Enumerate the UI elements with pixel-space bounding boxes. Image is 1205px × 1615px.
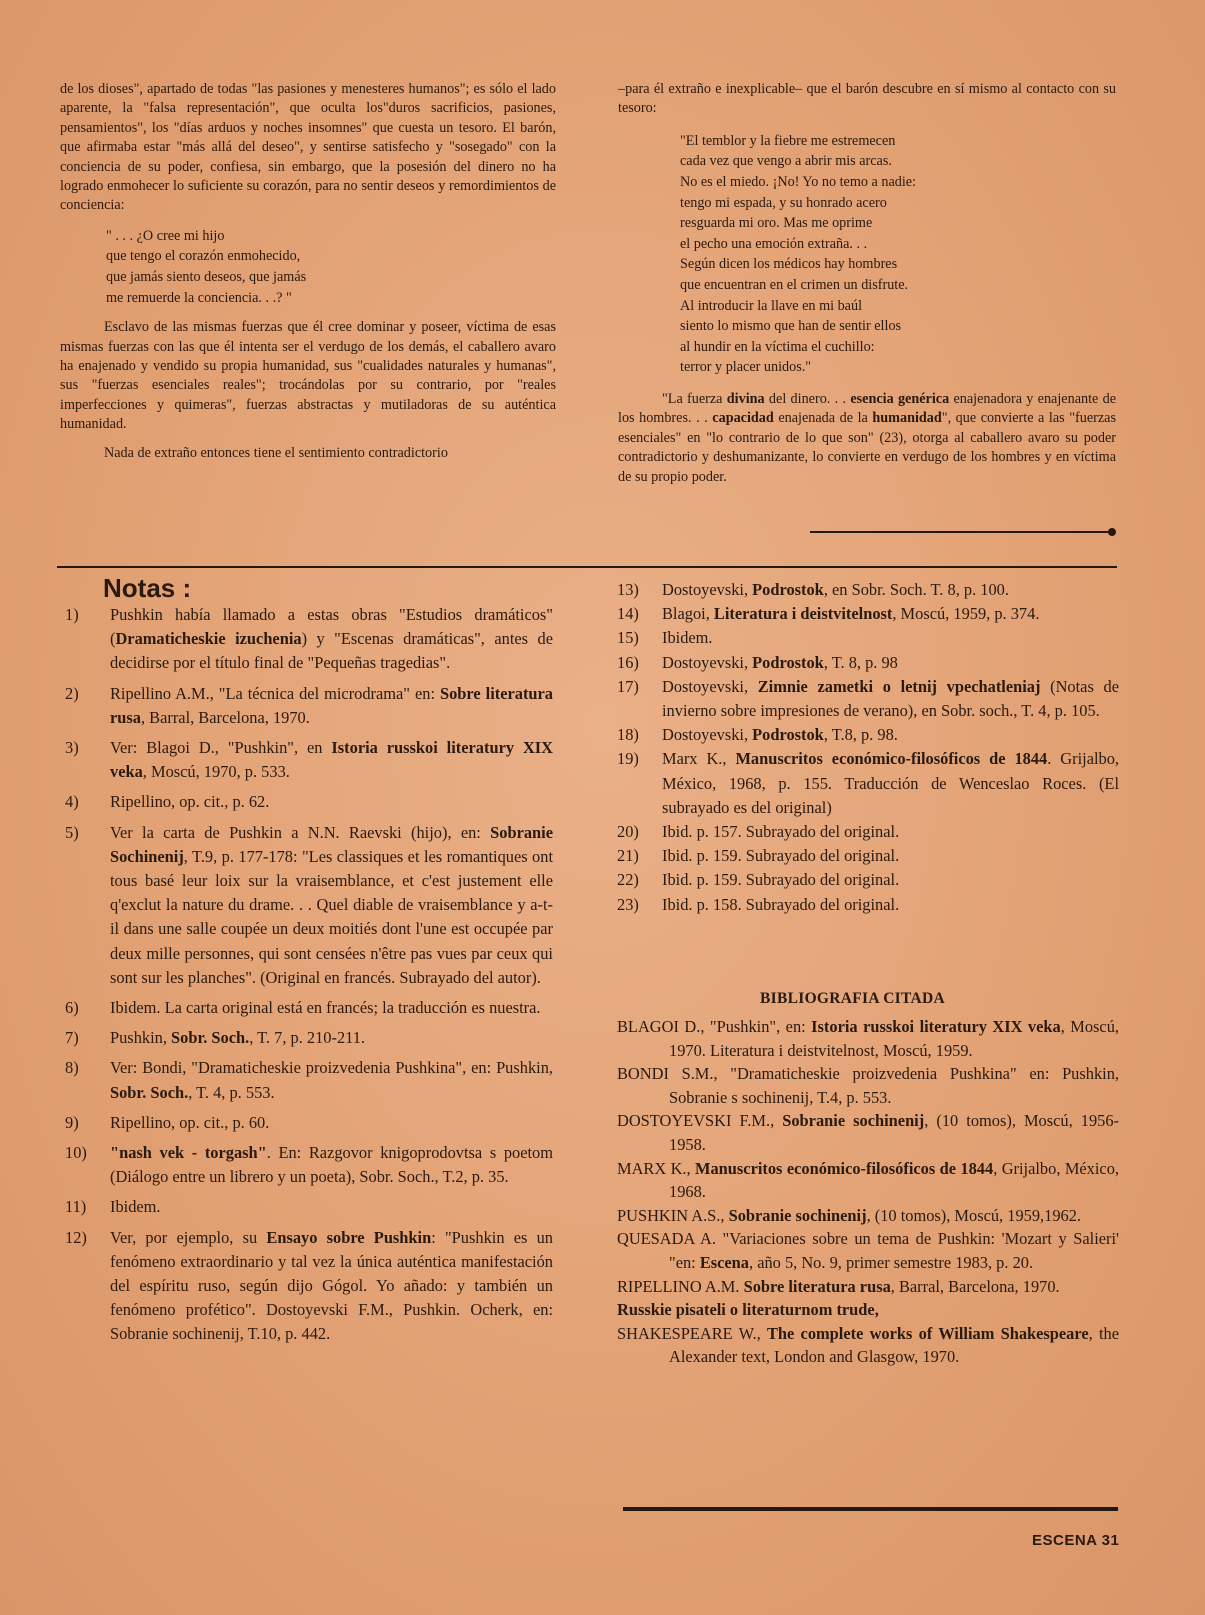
note-text: "nash vek - torgash". En: Razgovor knigoprodovtsa s poetom (Diálogo entre un librero y un poeta), Sobr. Soch., T.2, p. 35.: [110, 1143, 553, 1187]
note-item: [617, 844, 1119, 868]
bibliography-entry: BONDI S.M., "Dramaticheskie proizvedenia Pushkina" en: Pushkin, Sobranie s sochinenij, T.4, p. 553.: [617, 1064, 1119, 1107]
paragraph: de los dioses", apartado de todas "las pasiones y menesteres humanos"; es sólo el lado aparente, la "falsa representación", que oculta los"duros sacrificios, pasiones, pensamientos", los "días arduos y noches insomnes" que cuesta un tesoro. El barón, que afirmaba estar "más allá del deseo", y sentirse satisfecho y "sosegado" con la conciencia de su poder, confiesa, sin embargo, que la posesión del dinero no ha logrado enmohecer lo suficiente su corazón, para no sentir deseos y remordimientos de conciencia:: [60, 81, 556, 214]
note-number: 17): [617, 676, 639, 696]
note-item: [617, 578, 1119, 602]
bibliography-heading: BIBLIOGRAFIA CITADA: [760, 990, 945, 1007]
note-text: Blagoi, Literatura i deistvitelnost, Moscú, 1959, p. 374.: [662, 604, 1040, 624]
bibliography-list: [617, 1015, 1119, 1369]
verse-line: terror y placer unidos.": [680, 359, 812, 376]
note-number: 21): [617, 846, 639, 866]
paragraph: "La fuerza divina del dinero. . . esencia genérica enajenadora y enajenante de los hombres. . . capacidad enajenada de la humanidad", que convierte a las "fuerzas esenciales" en "lo contrario de lo que son" (23), otorga al caballero avaro su poder contradictorio y deshumanizante, lo convierte en verdugo de los hombres y en víctima de su propio poder.: [618, 390, 1117, 485]
bibliography-entry: BLAGOI D., "Pushkin", en: Istoria russkoi literatury XIX veka, Moscú, 1970. Literatura i deistvitelnost, Moscú, 1959.: [617, 1017, 1119, 1060]
note-number: 13): [617, 580, 639, 599]
note-number: 22): [617, 870, 639, 890]
note-item: [65, 790, 553, 814]
note-text: Dostoyevski, Podrostok, T. 8, p. 98: [662, 652, 898, 672]
verse-line: siento lo mismo que han de sentir ellos: [680, 318, 902, 335]
note-number: 20): [617, 822, 639, 842]
note-item: [65, 1226, 553, 1347]
note-number: 11): [65, 1197, 87, 1217]
verse-line: me remuerde la conciencia. . .? ": [106, 289, 292, 306]
note-number: 10): [65, 1143, 87, 1163]
bibliography-entry: Russkie pisateli o literaturnom trude,: [617, 1300, 879, 1320]
note-item: [65, 1111, 553, 1135]
notes-list-right: [617, 578, 1119, 917]
note-text: Ibid. p. 157. Subrayado del original.: [662, 822, 900, 842]
bibliography-end-rule: [623, 1507, 1118, 1511]
note-item: [65, 1195, 553, 1219]
note-item: [617, 602, 1119, 626]
note-number: 1): [65, 605, 79, 624]
end-of-article-bullet: [1108, 528, 1116, 536]
note-number: 3): [65, 738, 79, 758]
paragraph: Nada de extraño entonces tiene el sentimiento contradictorio: [104, 444, 448, 461]
verse-line: que tengo el corazón enmohecido,: [106, 248, 301, 265]
note-item: [617, 651, 1119, 675]
verse-line: " . . . ¿O cree mi hijo: [106, 227, 225, 244]
verse-line: cada vez que vengo a abrir mis arcas.: [680, 153, 892, 170]
note-number: 16): [617, 652, 639, 672]
note-item: [617, 868, 1119, 892]
note-item: [65, 682, 553, 730]
bibliography-entry: RIPELLINO A.M. Sobre literatura rusa, Barral, Barcelona, 1970.: [617, 1276, 1060, 1296]
note-number: 7): [65, 1028, 79, 1048]
note-text: Dostoyevski, Zimnie zametki o letnij vpechatleniaj (Notas de invierno sobre impresiones de verano), en Sobr. soch., T. 4, p. 105.: [662, 676, 1119, 721]
bibliography-entry: DOSTOYEVSKI F.M., Sobranie sochinenij, (10 tomos), Moscú, 1956-1958.: [617, 1111, 1119, 1154]
note-text: Ver, por ejemplo, su Ensayo sobre Pushkin: "Pushkin es un fenómeno extraordinario y tal vez la única auténtica manifestación del espíritu ruso, según dijo Gógol. Yo añado: y también un fenómeno profético". Dostoyevski F.M., Pushkin. Ocherk, en: Sobranie sochinenij, T.10, p. 442.: [110, 1227, 553, 1344]
verse-line: Según dicen los médicos hay hombres: [680, 256, 898, 273]
bibliography-entry: PUSHKIN A.S., Sobranie sochinenij, (10 tomos), Moscú, 1959,1962.: [617, 1205, 1082, 1225]
note-number: 15): [617, 628, 639, 648]
note-text: Ripellino A.M., "La técnica del microdrama" en: Sobre literatura rusa, Barral, Barcelona, 1970.: [110, 683, 554, 727]
note-item: [65, 736, 553, 784]
note-text: Ver: Blagoi D., "Pushkin", en Istoria russkoi literatury XIX veka, Moscú, 1970, p. 533.: [110, 738, 554, 782]
note-text: Ibid. p. 159. Subrayado del original.: [662, 870, 900, 890]
note-text: Dostoyevski, Podrostok, T.8, p. 98.: [662, 725, 898, 745]
note-item: [65, 1026, 553, 1050]
note-number: 4): [65, 792, 79, 812]
note-number: 18): [617, 725, 639, 745]
verse-line: tengo mi espada, y su honrado acero: [680, 194, 887, 211]
right-text-column: [618, 80, 1116, 487]
end-of-article-rule: [810, 531, 1113, 533]
verse-line: "El temblor y la fiebre me estremecen: [680, 132, 896, 149]
note-text: Pushkin había llamado a estas obras "Estudios dramáticos" (Dramaticheskie izuchenia) y "Escenas dramáticas", antes de decidirse por el título final de "Pequeñas tragedias".: [110, 605, 553, 673]
note-number: 23): [617, 894, 639, 914]
note-text: Ripellino, op. cit., p. 60.: [110, 1112, 270, 1132]
note-number: 8): [65, 1058, 79, 1078]
note-item: [617, 747, 1119, 820]
note-number: 19): [617, 749, 639, 769]
note-text: Dostoyevski, Podrostok, en Sobr. Soch. T. 8, p. 100.: [662, 580, 1009, 599]
note-item: [65, 821, 553, 990]
verse-line: que jamás siento deseos, que jamás: [106, 269, 307, 286]
page-footer: ESCENA 31: [1032, 1532, 1120, 1549]
note-number: 12): [65, 1227, 87, 1247]
note-item: [617, 893, 1119, 917]
verse-quote: [106, 226, 556, 308]
note-item: [65, 1056, 553, 1104]
note-text: Ibidem. La carta original está en francés; la traducción es nuestra.: [110, 998, 541, 1018]
note-text: Ibidem.: [110, 1197, 161, 1217]
bibliography-entry: SHAKESPEARE W., The complete works of William Shakespeare, the Alexander text, London and Glasgow, 1970.: [617, 1323, 1119, 1367]
notes-list-left: [65, 603, 553, 1347]
left-text-column: [60, 80, 556, 463]
note-item: [617, 820, 1119, 844]
note-text: Ripellino, op. cit., p. 62.: [110, 792, 270, 812]
verse-line: el pecho una emoción extraña. . .: [680, 235, 868, 252]
note-text: Pushkin, Sobr. Soch., T. 7, p. 210-211.: [110, 1028, 366, 1048]
bibliography-entry: QUESADA A. "Variaciones sobre un tema de Pushkin: 'Mozart y Salieri' "en: Escena, año 5, No. 9, primer semestre 1983, p. 20.: [617, 1229, 1119, 1272]
paragraph: –para él extraño e inexplicable– que el barón descubre en sí mismo al contacto con su tesoro:: [618, 81, 1116, 117]
note-number: 2): [65, 683, 79, 703]
note-text: Ver la carta de Pushkin a N.N. Raevski (hijo), en: Sobranie Sochinenij, T.9, p. 177-178: "Les classiques et les romantiques ont tous basé leur loix sur la vraisemblance, et c'est justement elle q'exclut la nature du drame. . . Quel diable de vraisemblance y a-t-il dans une salle coupée un deux moitiés dont l'une est occupée par deux mille personnes, qui sont censées n'être pas vues par ceux qui sont sur les planches". (Original en francés. Subrayado del autor).: [110, 822, 553, 987]
note-number: 5): [65, 822, 79, 842]
paragraph: Esclavo de las mismas fuerzas que él cree dominar y poseer, víctima de esas mismas fuerzas con las que él intenta ser el verdugo de los demás, el caballero avaro ha enajenado y vendido su propia humanidad, sus "cualidades naturales y humanas", sus "fuerzas esenciales reales"; trocándolas por su contrario, por "reales imperfecciones y quimeras", fuerzas abstractas y mutiladoras de su auténtica humanidad.: [60, 319, 556, 433]
verse-line: No es el miedo. ¡No! Yo no temo a nadie:: [680, 174, 917, 190]
note-text: Ver: Bondi, "Dramaticheskie proizvedenia Pushkina", en: Pushkin, Sobr. Soch., T. 4, p. 553.: [110, 1058, 553, 1102]
note-item: [617, 626, 1119, 650]
notes-heading: Notas :: [103, 573, 192, 603]
note-item: [617, 675, 1119, 723]
note-text: Ibid. p. 158. Subrayado del original.: [662, 894, 900, 914]
note-number: 6): [65, 998, 79, 1018]
note-item: [617, 723, 1119, 747]
note-text: Ibidem.: [662, 628, 713, 648]
verse-line: al hundir en la víctima el cuchillo:: [680, 338, 875, 355]
verse-quote: [680, 131, 1116, 378]
note-item: [65, 603, 553, 676]
note-text: Ibid. p. 159. Subrayado del original.: [662, 846, 900, 866]
verse-line: resguarda mi oro. Mas me oprime: [680, 215, 873, 232]
verse-line: Al introducir la llave en mi baúl: [680, 297, 863, 314]
section-divider: [57, 566, 1117, 568]
verse-line: que encuentran en el crimen un disfrute.: [680, 276, 909, 293]
note-number: 9): [65, 1112, 79, 1132]
note-item: [65, 996, 553, 1020]
note-number: 14): [617, 604, 639, 624]
bibliography-entry: MARX K., Manuscritos económico-filosóficos de 1844, Grijalbo, México, 1968.: [617, 1158, 1119, 1202]
note-text: Marx K., Manuscritos económico-filosóficos de 1844. Grijalbo, México, 1968, p. 155. Traducción de Wenceslao Roces. (El subrayado es del original): [662, 749, 1120, 817]
note-item: [65, 1141, 553, 1189]
